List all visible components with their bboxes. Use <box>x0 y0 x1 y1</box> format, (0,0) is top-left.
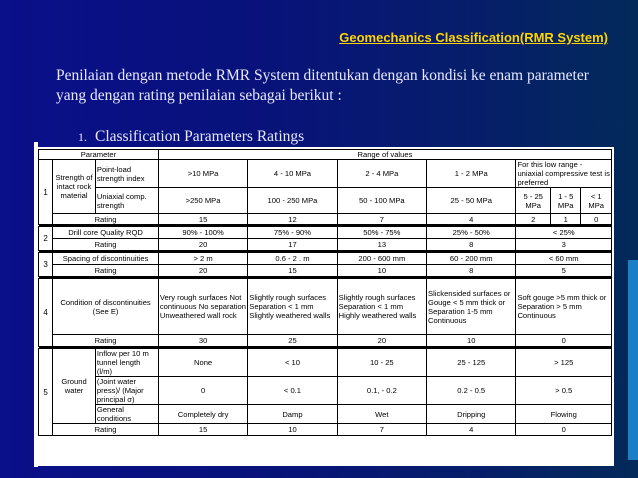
intro-paragraph: Penilaian dengan metode RMR System ditentukan dengan kondisi ke enam parameter yang dengan rating penilaian sebagai berikut : <box>56 67 589 104</box>
rating-cell: 15 <box>158 424 247 436</box>
rating-label: Rating <box>53 239 159 251</box>
value-cell: >10 MPa <box>158 160 247 188</box>
value-cell: 4 - 10 MPa <box>248 160 337 188</box>
slide-title: Geomechanics Classification(RMR System) <box>339 30 608 45</box>
rating-label: Rating <box>53 335 159 347</box>
value-cell: Wet <box>337 405 426 424</box>
rating-cell: 10 <box>248 424 337 436</box>
rating-cell: 8 <box>427 239 516 251</box>
table-row <box>39 377 612 405</box>
rating-cell: 4 <box>427 214 516 225</box>
sub-param: (Joint water press)/ (Major principal σ) <box>95 377 158 405</box>
value-cell: 75% - 90% <box>248 227 337 239</box>
value-cell: > 0.5 <box>516 377 612 405</box>
value-cell: Soft gouge >5 mm thick or Separation > 5 mm Continuous <box>516 279 612 335</box>
param-number: 4 <box>39 279 53 347</box>
param-name: Strength of intact rock material <box>53 160 96 214</box>
param-name: Ground water <box>53 349 96 424</box>
header-parameter: Parameter <box>39 150 159 160</box>
value-cell: > 2 m <box>158 253 247 265</box>
table-row <box>39 349 612 377</box>
param-name: Spacing of discontinuities <box>53 253 159 265</box>
value-cell: 0.1, - 0.2 <box>337 377 426 405</box>
value-cell: > 125 <box>516 349 612 377</box>
value-cell: Completely dry <box>158 405 247 424</box>
rating-cell: 0 <box>581 214 612 225</box>
rating-row <box>39 239 612 251</box>
value-cell: Slightly rough surfaces Separation < 1 mm Highly weathered walls <box>337 279 426 335</box>
rating-cell: 8 <box>427 265 516 277</box>
rating-row <box>39 265 612 277</box>
rating-cell: 20 <box>337 335 426 347</box>
value-cell: 0.6 - 2 . m <box>248 253 337 265</box>
value-cell: Damp <box>248 405 337 424</box>
value-cell: 10 - 25 <box>337 349 426 377</box>
rating-cell: 7 <box>337 214 426 225</box>
rating-cell: 7 <box>337 424 426 436</box>
header-row <box>39 150 612 160</box>
sub-param: Inflow per 10 m tunnel length (l/m) <box>95 349 158 377</box>
value-cell: 1 - 2 MPa <box>427 160 516 188</box>
param-name: Drill core Quality RQD <box>53 227 159 239</box>
rating-cell: 0 <box>516 424 612 436</box>
value-cell: < 10 <box>248 349 337 377</box>
value-cell: Very rough surfaces Not continuous No separation Unweathered wall rock <box>158 279 247 335</box>
value-cell: Flowing <box>516 405 612 424</box>
list-item-number: 1. <box>78 130 87 144</box>
list-item-text: Classification Parameters Ratings <box>95 128 305 145</box>
rating-cell: 15 <box>158 214 247 225</box>
rating-cell: 20 <box>158 239 247 251</box>
param-name: Condition of discontinuities (See E) <box>53 279 159 335</box>
right-accent-bar <box>628 260 638 460</box>
param-number: 5 <box>39 349 53 436</box>
param-number: 1 <box>39 160 53 225</box>
rmr-table-panel <box>36 147 614 466</box>
rating-cell: 30 <box>158 335 247 347</box>
rating-label: Rating <box>53 214 159 225</box>
rating-label: Rating <box>53 424 159 436</box>
rating-cell: 25 <box>248 335 337 347</box>
sub-param: Point-load strength index <box>95 160 158 188</box>
rating-cell: 13 <box>337 239 426 251</box>
rating-cell: 17 <box>248 239 337 251</box>
value-cell: >250 MPa <box>158 188 247 214</box>
rating-cell: 4 <box>427 424 516 436</box>
rating-cell: 20 <box>158 265 247 277</box>
rating-cell: 1 <box>550 214 580 225</box>
sub-param: General conditions <box>95 405 158 424</box>
value-cell: < 1 MPa <box>581 188 612 214</box>
value-cell: 100 - 250 MPa <box>248 188 337 214</box>
rating-cell: 5 <box>516 265 612 277</box>
table-row <box>39 227 612 239</box>
value-cell: 0 <box>158 377 247 405</box>
value-cell: < 25% <box>516 227 612 239</box>
table-row <box>39 279 612 335</box>
rating-row <box>39 335 612 347</box>
rating-cell: 2 <box>516 214 551 225</box>
value-cell: 2 - 4 MPa <box>337 160 426 188</box>
param-number: 3 <box>39 253 53 277</box>
table-row <box>39 405 612 424</box>
rating-cell: 3 <box>516 239 612 251</box>
value-cell: 5 - 25 MPa <box>516 188 551 214</box>
value-cell: 60 - 200 mm <box>427 253 516 265</box>
rating-row <box>39 424 612 436</box>
rmr-ratings-table <box>38 149 612 436</box>
rating-cell: 0 <box>516 335 612 347</box>
value-cell: 25% - 50% <box>427 227 516 239</box>
value-cell: 50% - 75% <box>337 227 426 239</box>
value-cell: 50 - 100 MPa <box>337 188 426 214</box>
table-row <box>39 253 612 265</box>
value-cell: Slightly rough surfaces Separation < 1 mm Slightly weathered walls <box>248 279 337 335</box>
low-range-note: For this low range - uniaxial compressive test is preferred <box>517 160 610 187</box>
rating-cell: 10 <box>337 265 426 277</box>
rating-cell: 15 <box>248 265 337 277</box>
value-cell: 25 - 125 <box>427 349 516 377</box>
value-cell: Slickensided surfaces or Gouge < 5 mm thick or Separation 1-5 mm Continuous <box>427 279 516 335</box>
value-cell: None <box>158 349 247 377</box>
rating-label: Rating <box>53 265 159 277</box>
sub-param: Uniaxial comp. strength <box>95 188 158 214</box>
value-cell: 1 - 5 MPa <box>550 188 580 214</box>
value-cell: 0.2 - 0.5 <box>427 377 516 405</box>
rating-cell: 10 <box>427 335 516 347</box>
value-cell: < 60 mm <box>516 253 612 265</box>
table-row <box>39 160 612 188</box>
rating-cell: 12 <box>248 214 337 225</box>
value-cell: 25 - 50 MPa <box>427 188 516 214</box>
value-cell: < 0.1 <box>248 377 337 405</box>
header-range: Range of values <box>158 150 611 160</box>
value-cell: 200 - 600 mm <box>337 253 426 265</box>
param-number: 2 <box>39 227 53 251</box>
rating-row <box>39 214 612 225</box>
value-cell: Dripping <box>427 405 516 424</box>
value-cell: 90% - 100% <box>158 227 247 239</box>
table-row <box>39 188 612 214</box>
list-item <box>78 128 304 146</box>
